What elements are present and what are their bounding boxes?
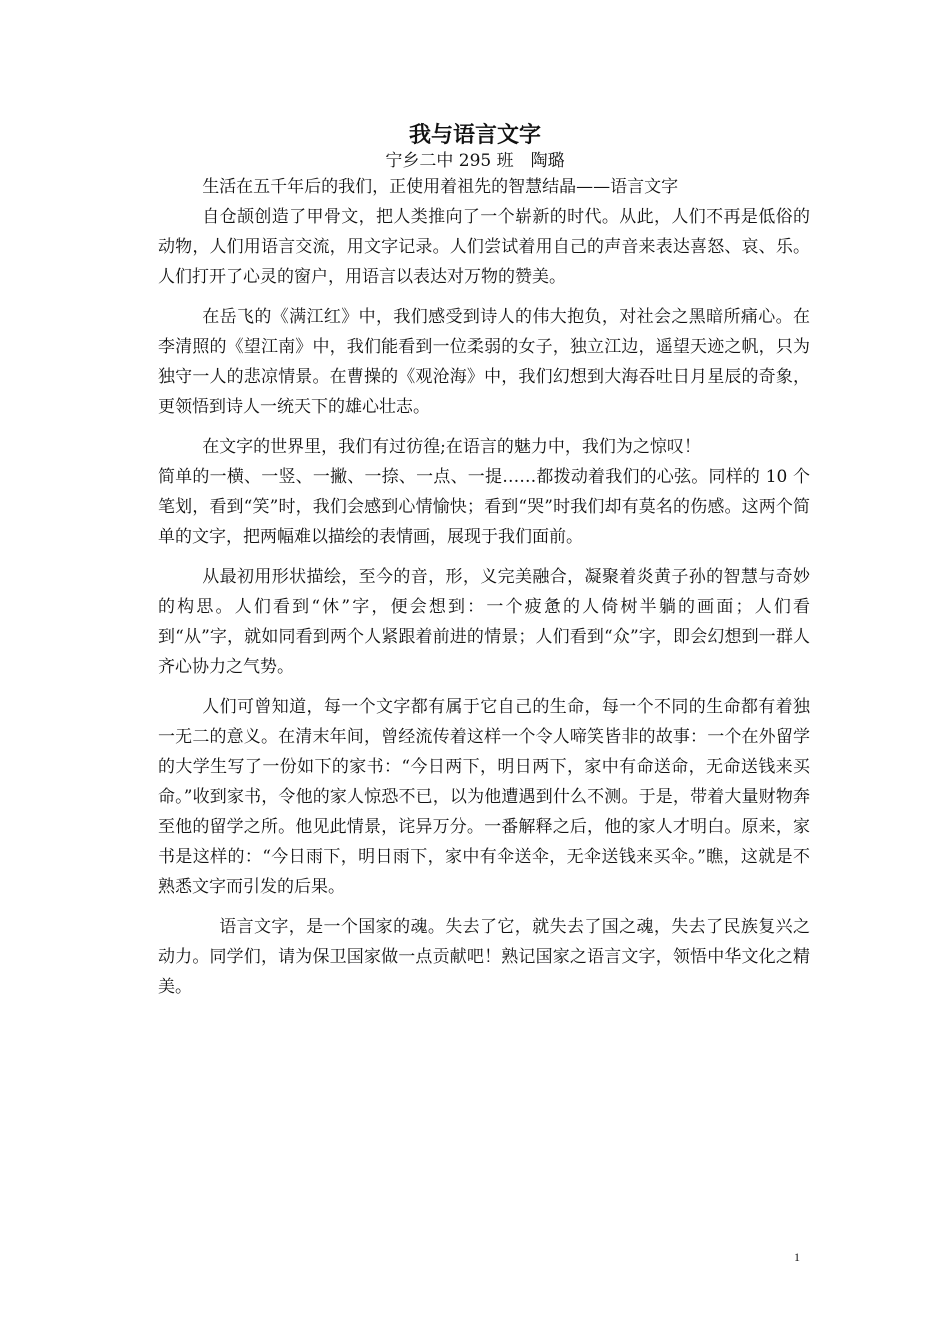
paragraph-cangjie: 自仓颉创造了甲骨文，把人类推向了一个崭新的时代。从此，人们不再是低俗的动物，人们用语言交流，用文字记录。人们尝试着用自己的声音来表达喜怒、哀、乐。人们打开了心灵的窗户，用语言以表达对万物的赞美。	[158, 207, 810, 287]
paragraph-poetry: 在岳飞的《满江红》中，我们感受到诗人的伟大抱负，对社会之黑暗所痛心。在李清照的《望江南》中，我们能看到一位柔弱的女子，独立江边，遥望天迹之帆，只为独守一人的悲凉情景。在曹操的《观沧海》中，我们幻想到大海吞吐日月星辰的奇象，更领悟到诗人一统天下的雄心壮志。	[158, 307, 810, 417]
author-byline: 宁乡二中 295 班 陶璐	[385, 151, 565, 171]
document-body	[158, 172, 810, 1002]
paragraph-intro: 生活在五千年后的我们，正使用着祖先的智慧结晶——语言文字	[202, 177, 679, 197]
paragraph-strokes: 简单的一横、一竖、一撇、一捺、一点、一提……都拨动着我们的心弦。同样的 10 个笔划，看到“笑”时，我们会感到心情愉快；看到“哭”时我们却有莫名的伤感。这两个简单的文字，把两幅难以描绘的表情画，展现于我们面前。	[158, 467, 810, 547]
page-number: 1	[794, 1250, 800, 1264]
paragraph-conclusion: 语言文字，是一个国家的魂。失去了它，就失去了国之魂，失去了民族复兴之动力。同学们，请为保卫国家做一点贡献吧！熟记国家之语言文字，领悟中华文化之精美。	[158, 917, 810, 997]
paragraph-forms: 从最初用形状描绘，至今的音，形，义完美融合，凝聚着炎黄子孙的智慧与奇妙的构思。人们看到“休”字，便会想到：一个疲惫的人倚树半躺的画面；人们看到“从”字，就如同看到两个人紧跟着前进的情景；人们看到“众”字，即会幻想到一群人齐心协力之气势。	[158, 567, 810, 677]
paragraph-wonder: 在文字的世界里，我们有过彷徨;在语言的魅力中，我们为之惊叹！	[202, 437, 701, 457]
document-title: 我与语言文字	[408, 122, 541, 148]
paragraph-story: 人们可曾知道，每一个文字都有属于它自己的生命，每一个不同的生命都有着独一无二的意义。在清末年间，曾经流传着这样一个令人啼笑皆非的故事：一个在外留学的大学生写了一份如下的家书：“今日两下，明日两下，家中有命送命，无命送钱来买命。”收到家书，令他的家人惊恐不已，以为他遭遇到什么不测。于是，带着大量财物奔至他的留学之所。他见此情景，诧异万分。一番解释之后，他的家人才明白。原来，家书是这样的：“今日雨下，明日雨下，家中有伞送伞，无伞送钱来买伞。”瞧，这就是不熟悉文字而引发的后果。	[158, 697, 810, 897]
